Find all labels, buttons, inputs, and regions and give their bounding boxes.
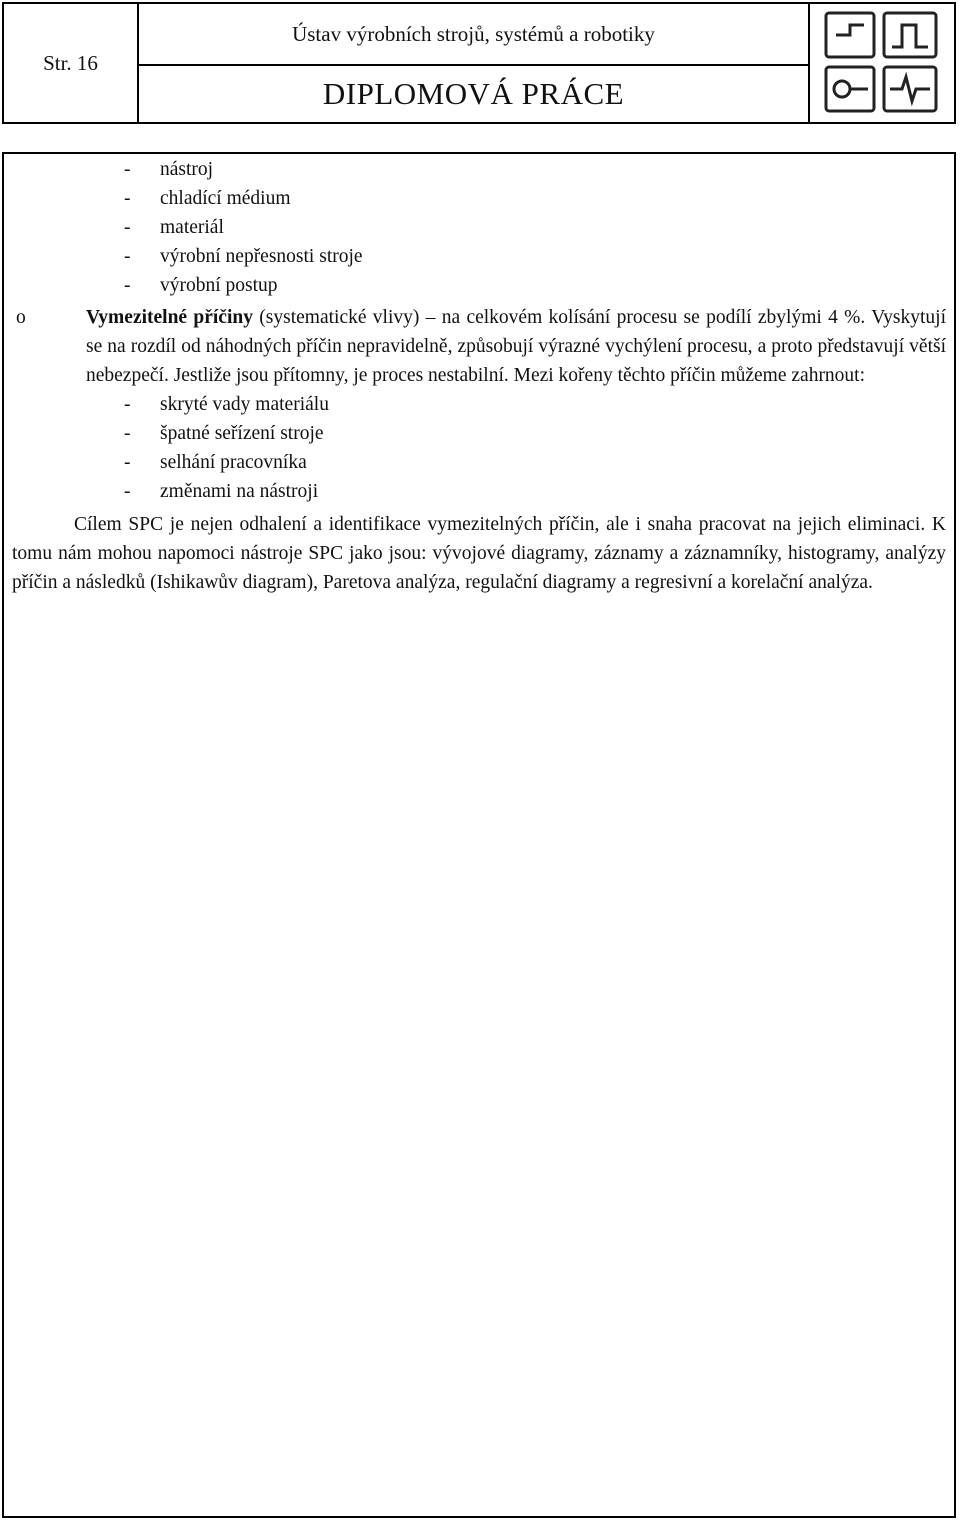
logo-graphic bbox=[822, 9, 942, 117]
factor-list bbox=[12, 155, 946, 300]
circle-bullet: o bbox=[16, 307, 26, 328]
page-header bbox=[2, 2, 956, 124]
assignable-causes-item bbox=[12, 303, 946, 506]
content-area bbox=[12, 155, 946, 597]
list-item: - skryté vady materiálu bbox=[86, 390, 946, 419]
spc-paragraph: Cílem SPC je nejen odhalení a identifikace vymezitelných příčin, ale i snaha pracovat na jejich eliminaci. K tomu nám mohou napomoci nástroje SPC jako jsou: vývojové diagramy, záznamy a záznamníky, histogramy, analýzy příčin a následků (Ishikawův diagram), Paretova analýza, regulační diagramy a regresivní a korelační analýza. bbox=[12, 514, 946, 593]
list-item: - špatné seřízení stroje bbox=[86, 419, 946, 448]
list-item: - nástroj bbox=[12, 155, 946, 184]
list-item: - výrobní nepřesnosti stroje bbox=[12, 242, 946, 271]
document-title: DIPLOMOVÁ PRÁCE bbox=[322, 76, 625, 111]
list-item: - selhání pracovníka bbox=[86, 448, 946, 477]
list-item: - chladící médium bbox=[12, 184, 946, 213]
assignable-causes-term: Vymezitelné příčiny bbox=[86, 307, 253, 328]
institute-logo-icon bbox=[810, 4, 954, 122]
institute-name: Ústav výrobních strojů, systémů a robotiky bbox=[139, 4, 808, 66]
assignable-causes-text: (systematické vlivy) – na celkovém kolísání procesu se podílí zbylými 4 %. Vyskytují se na rozdíl od náhodných příčin nepravidelně, způsobují výrazné vychýlení procesu, a proto představují větší nebezpečí. Jestliže jsou přítomny, je proces nestabilní. Mezi kořeny těchto příčin můžeme zahrnout: bbox=[86, 307, 947, 386]
list-item: - výrobní postup bbox=[12, 271, 946, 300]
header-center bbox=[139, 4, 810, 122]
cause-root-list bbox=[86, 390, 946, 506]
page-number: Str. 16 bbox=[4, 4, 139, 122]
list-item: - změnami na nástroji bbox=[86, 477, 946, 506]
list-item: - materiál bbox=[12, 213, 946, 242]
